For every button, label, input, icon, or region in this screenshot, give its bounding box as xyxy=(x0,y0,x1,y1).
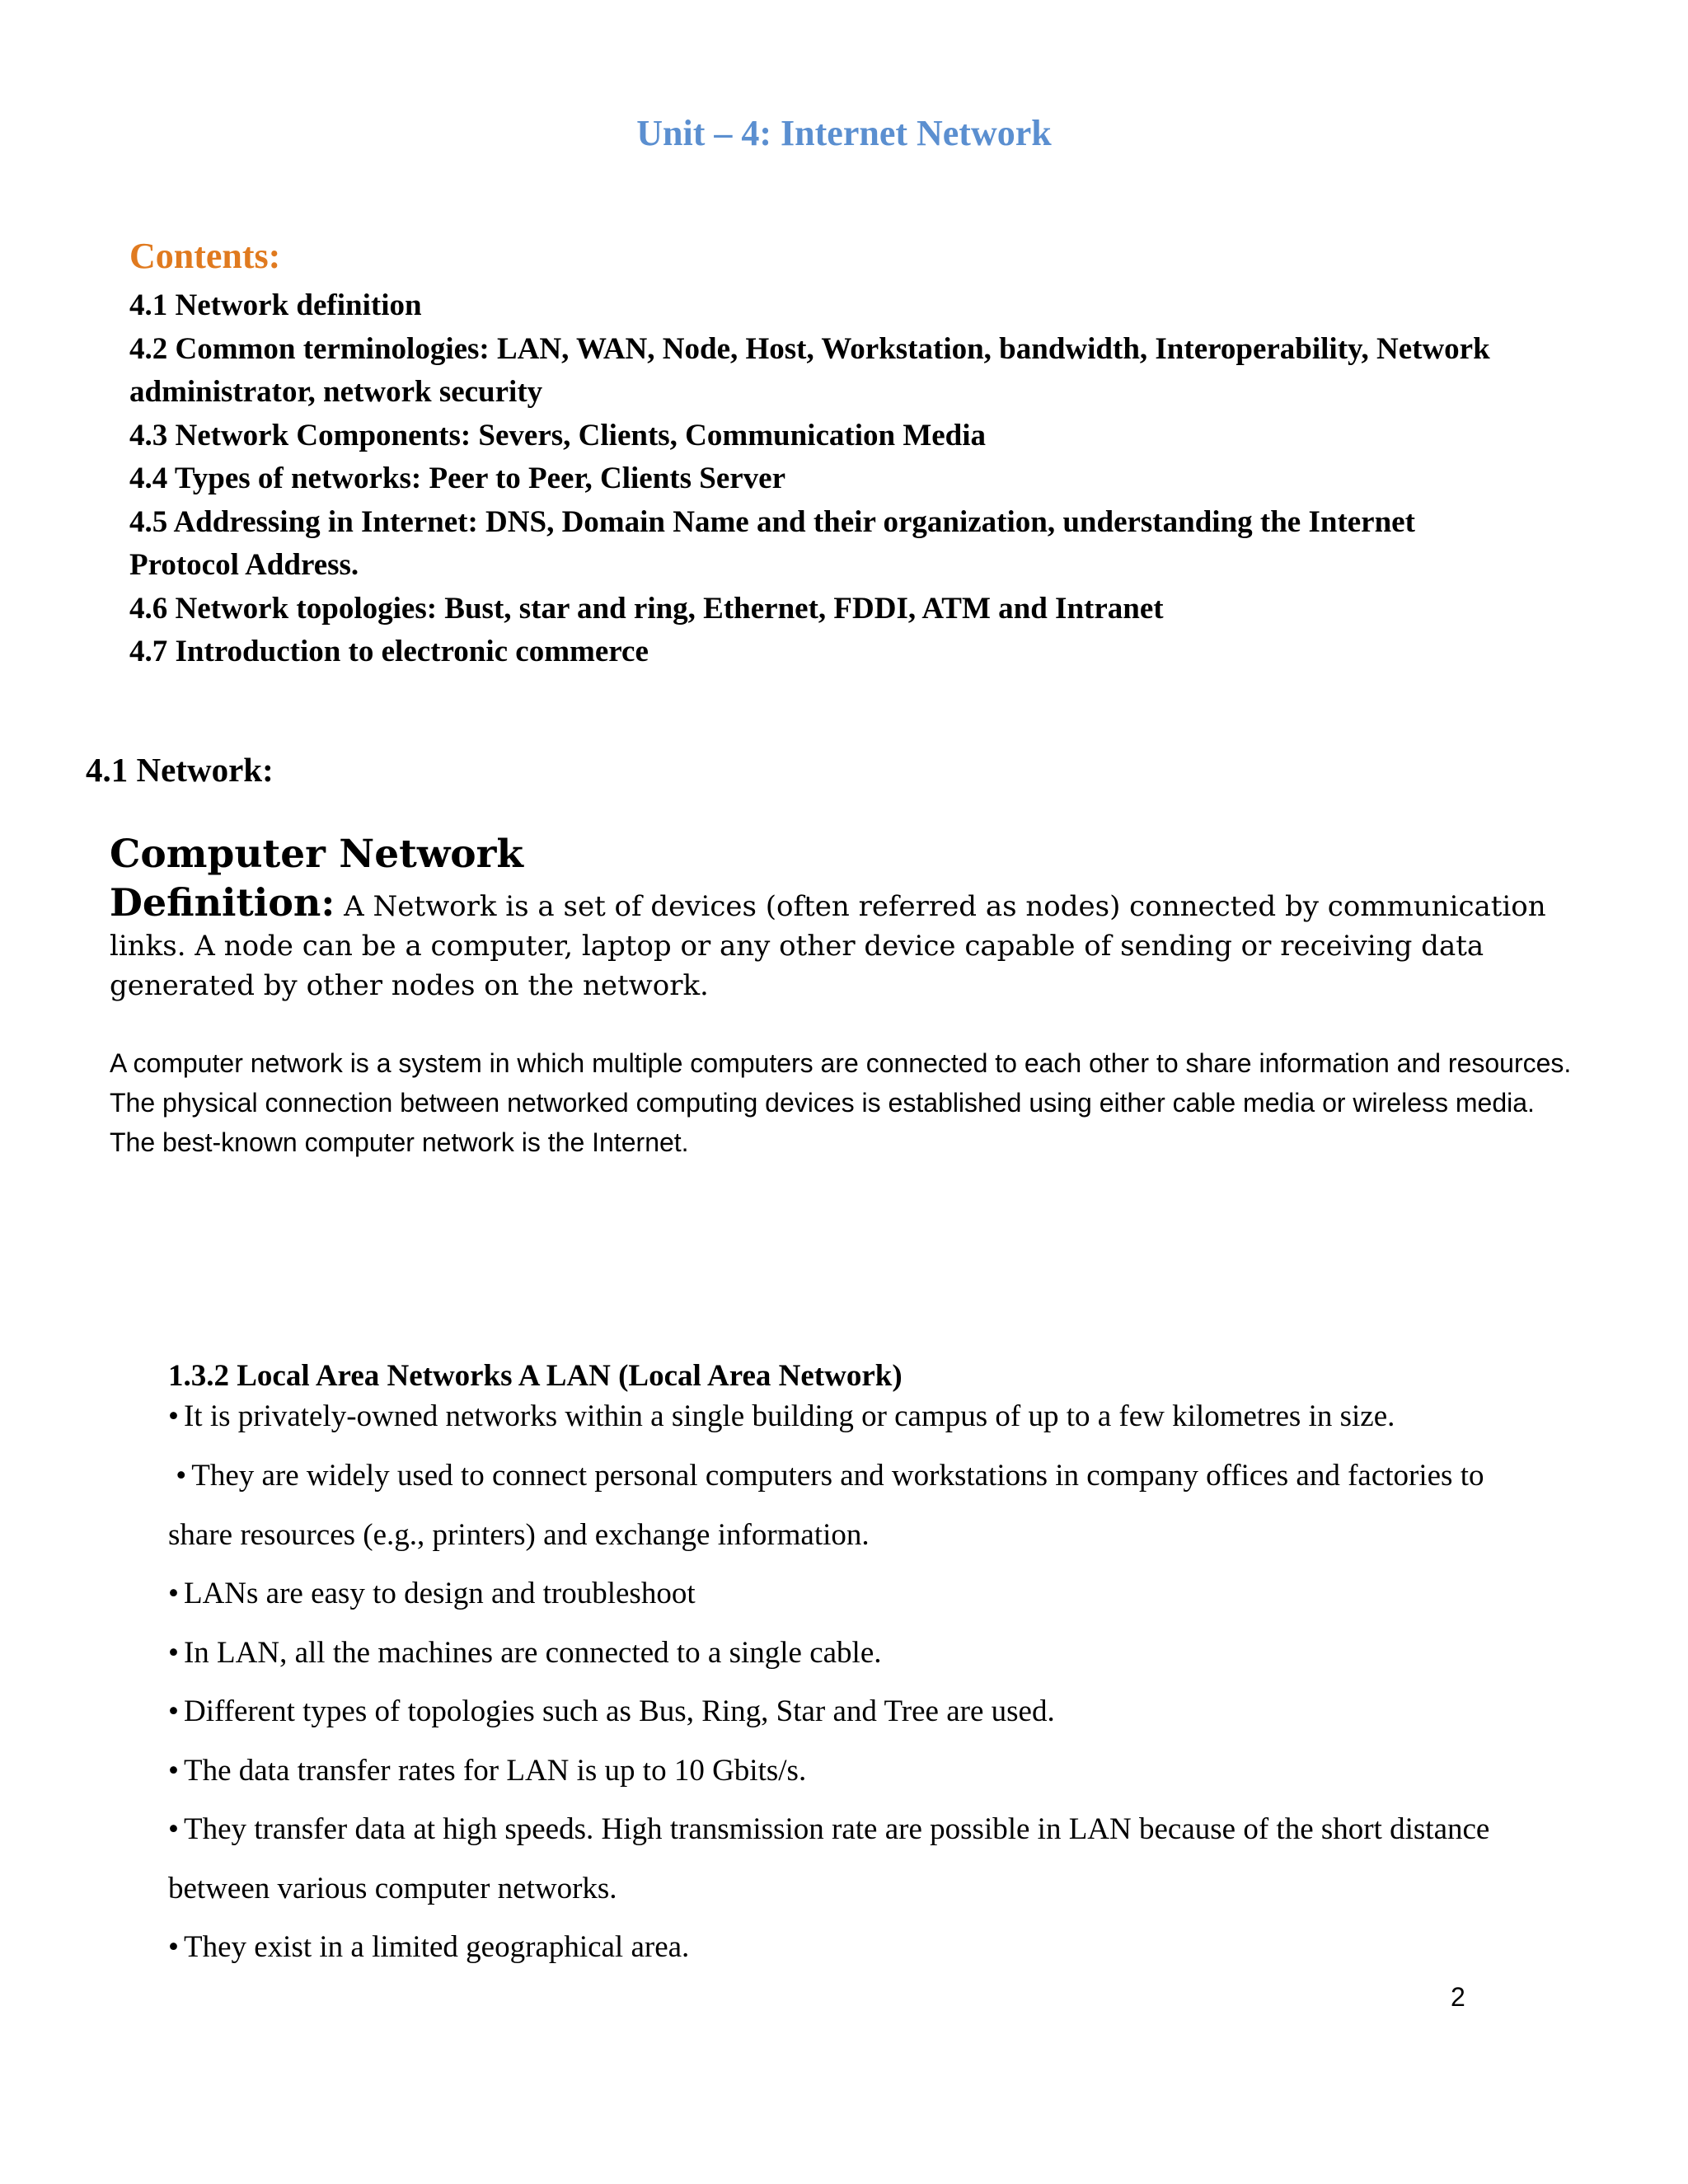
bullet-icon: • xyxy=(168,1812,179,1846)
toc-item-4-7: 4.7 Introduction to electronic commerce xyxy=(129,635,649,668)
bullet-icon: • xyxy=(168,1399,179,1433)
toc-item-4-5-continued: Protocol Address. xyxy=(129,548,359,582)
list-item-continued: share resources (e.g., printers) and exchange information. xyxy=(168,1517,870,1552)
computer-network-title: Computer Network xyxy=(110,832,523,877)
list-item: • They are widely used to connect personal computers and workstations in company offices and factories to xyxy=(176,1459,1484,1493)
bullet-icon: • xyxy=(168,1694,179,1728)
toc-item-4-1: 4.1 Network definition xyxy=(129,288,422,322)
list-item: • The data transfer rates for LAN is up to 10 Gbits/s. xyxy=(168,1753,807,1788)
paragraph-best-known: The best-known computer network is the Internet. xyxy=(110,1127,689,1157)
definition-text: A Network is a set of devices (often referred as nodes) connected by communication links. A node can be a computer, laptop or any other device capable of sending or receiving data generated by other nodes on the network. xyxy=(110,890,1546,1002)
list-item: • They exist in a limited geographical area. xyxy=(168,1930,690,1964)
toc-item-4-2: 4.2 Common terminologies: LAN, WAN, Node, Host, Workstation, bandwidth, Interoperability, Network xyxy=(129,331,1490,366)
toc-item-4-5: 4.5 Addressing in Internet: DNS, Domain Name and their organization, understanding the Internet xyxy=(129,504,1415,539)
toc-item-4-2-continued: administrator, network security xyxy=(129,375,543,409)
contents-list xyxy=(129,284,1590,674)
contents-heading: Contents: xyxy=(129,236,281,276)
list-item-continued: between various computer networks. xyxy=(168,1871,617,1905)
paragraph-network-system: A computer network is a system in which multiple computers are connected to each other to share information and resources. xyxy=(110,1048,1572,1078)
bullet-icon: • xyxy=(168,1635,179,1670)
toc-item-4-4: 4.4 Types of networks: Peer to Peer, Clients Server xyxy=(129,462,786,495)
list-item: • It is privately-owned networks within a single building or campus of up to a few kilometres in size. xyxy=(168,1399,1395,1433)
network-description xyxy=(110,1043,1585,1162)
toc-item-4-6: 4.6 Network topologies: Bust, star and ring, Ethernet, FDDI, ATM and Intranet xyxy=(129,591,1164,626)
section-heading-network: 4.1 Network: xyxy=(86,751,274,789)
toc-item-4-3: 4.3 Network Components: Severs, Clients, Communication Media xyxy=(129,418,987,452)
lan-bullet-list xyxy=(168,1397,1594,1977)
list-item: • In LAN, all the machines are connected to a single cable. xyxy=(168,1635,882,1670)
bullet-icon: • xyxy=(168,1930,179,1964)
list-item: • They transfer data at high speeds. High transmission rate are possible in LAN because of the short distance xyxy=(168,1812,1490,1846)
bullet-icon: • xyxy=(168,1577,179,1610)
definition-paragraph xyxy=(110,880,1585,1005)
unit-title: Unit – 4: Internet Network xyxy=(636,113,1052,153)
definition-label: Definition: xyxy=(110,880,335,925)
page-number: 2 xyxy=(1451,1982,1465,2012)
list-item: • Different types of topologies such as Bus, Ring, Star and Tree are used. xyxy=(168,1694,1055,1728)
list-item: • LANs are easy to design and troubleshoot xyxy=(168,1577,696,1610)
paragraph-physical-connection: The physical connection between networked computing devices is established using either cable media or wireless media. xyxy=(110,1088,1535,1118)
bullet-icon: • xyxy=(168,1753,179,1788)
lan-heading: 1.3.2 Local Area Networks A LAN (Local Area Network) xyxy=(168,1359,903,1393)
bullet-icon: • xyxy=(176,1459,187,1493)
